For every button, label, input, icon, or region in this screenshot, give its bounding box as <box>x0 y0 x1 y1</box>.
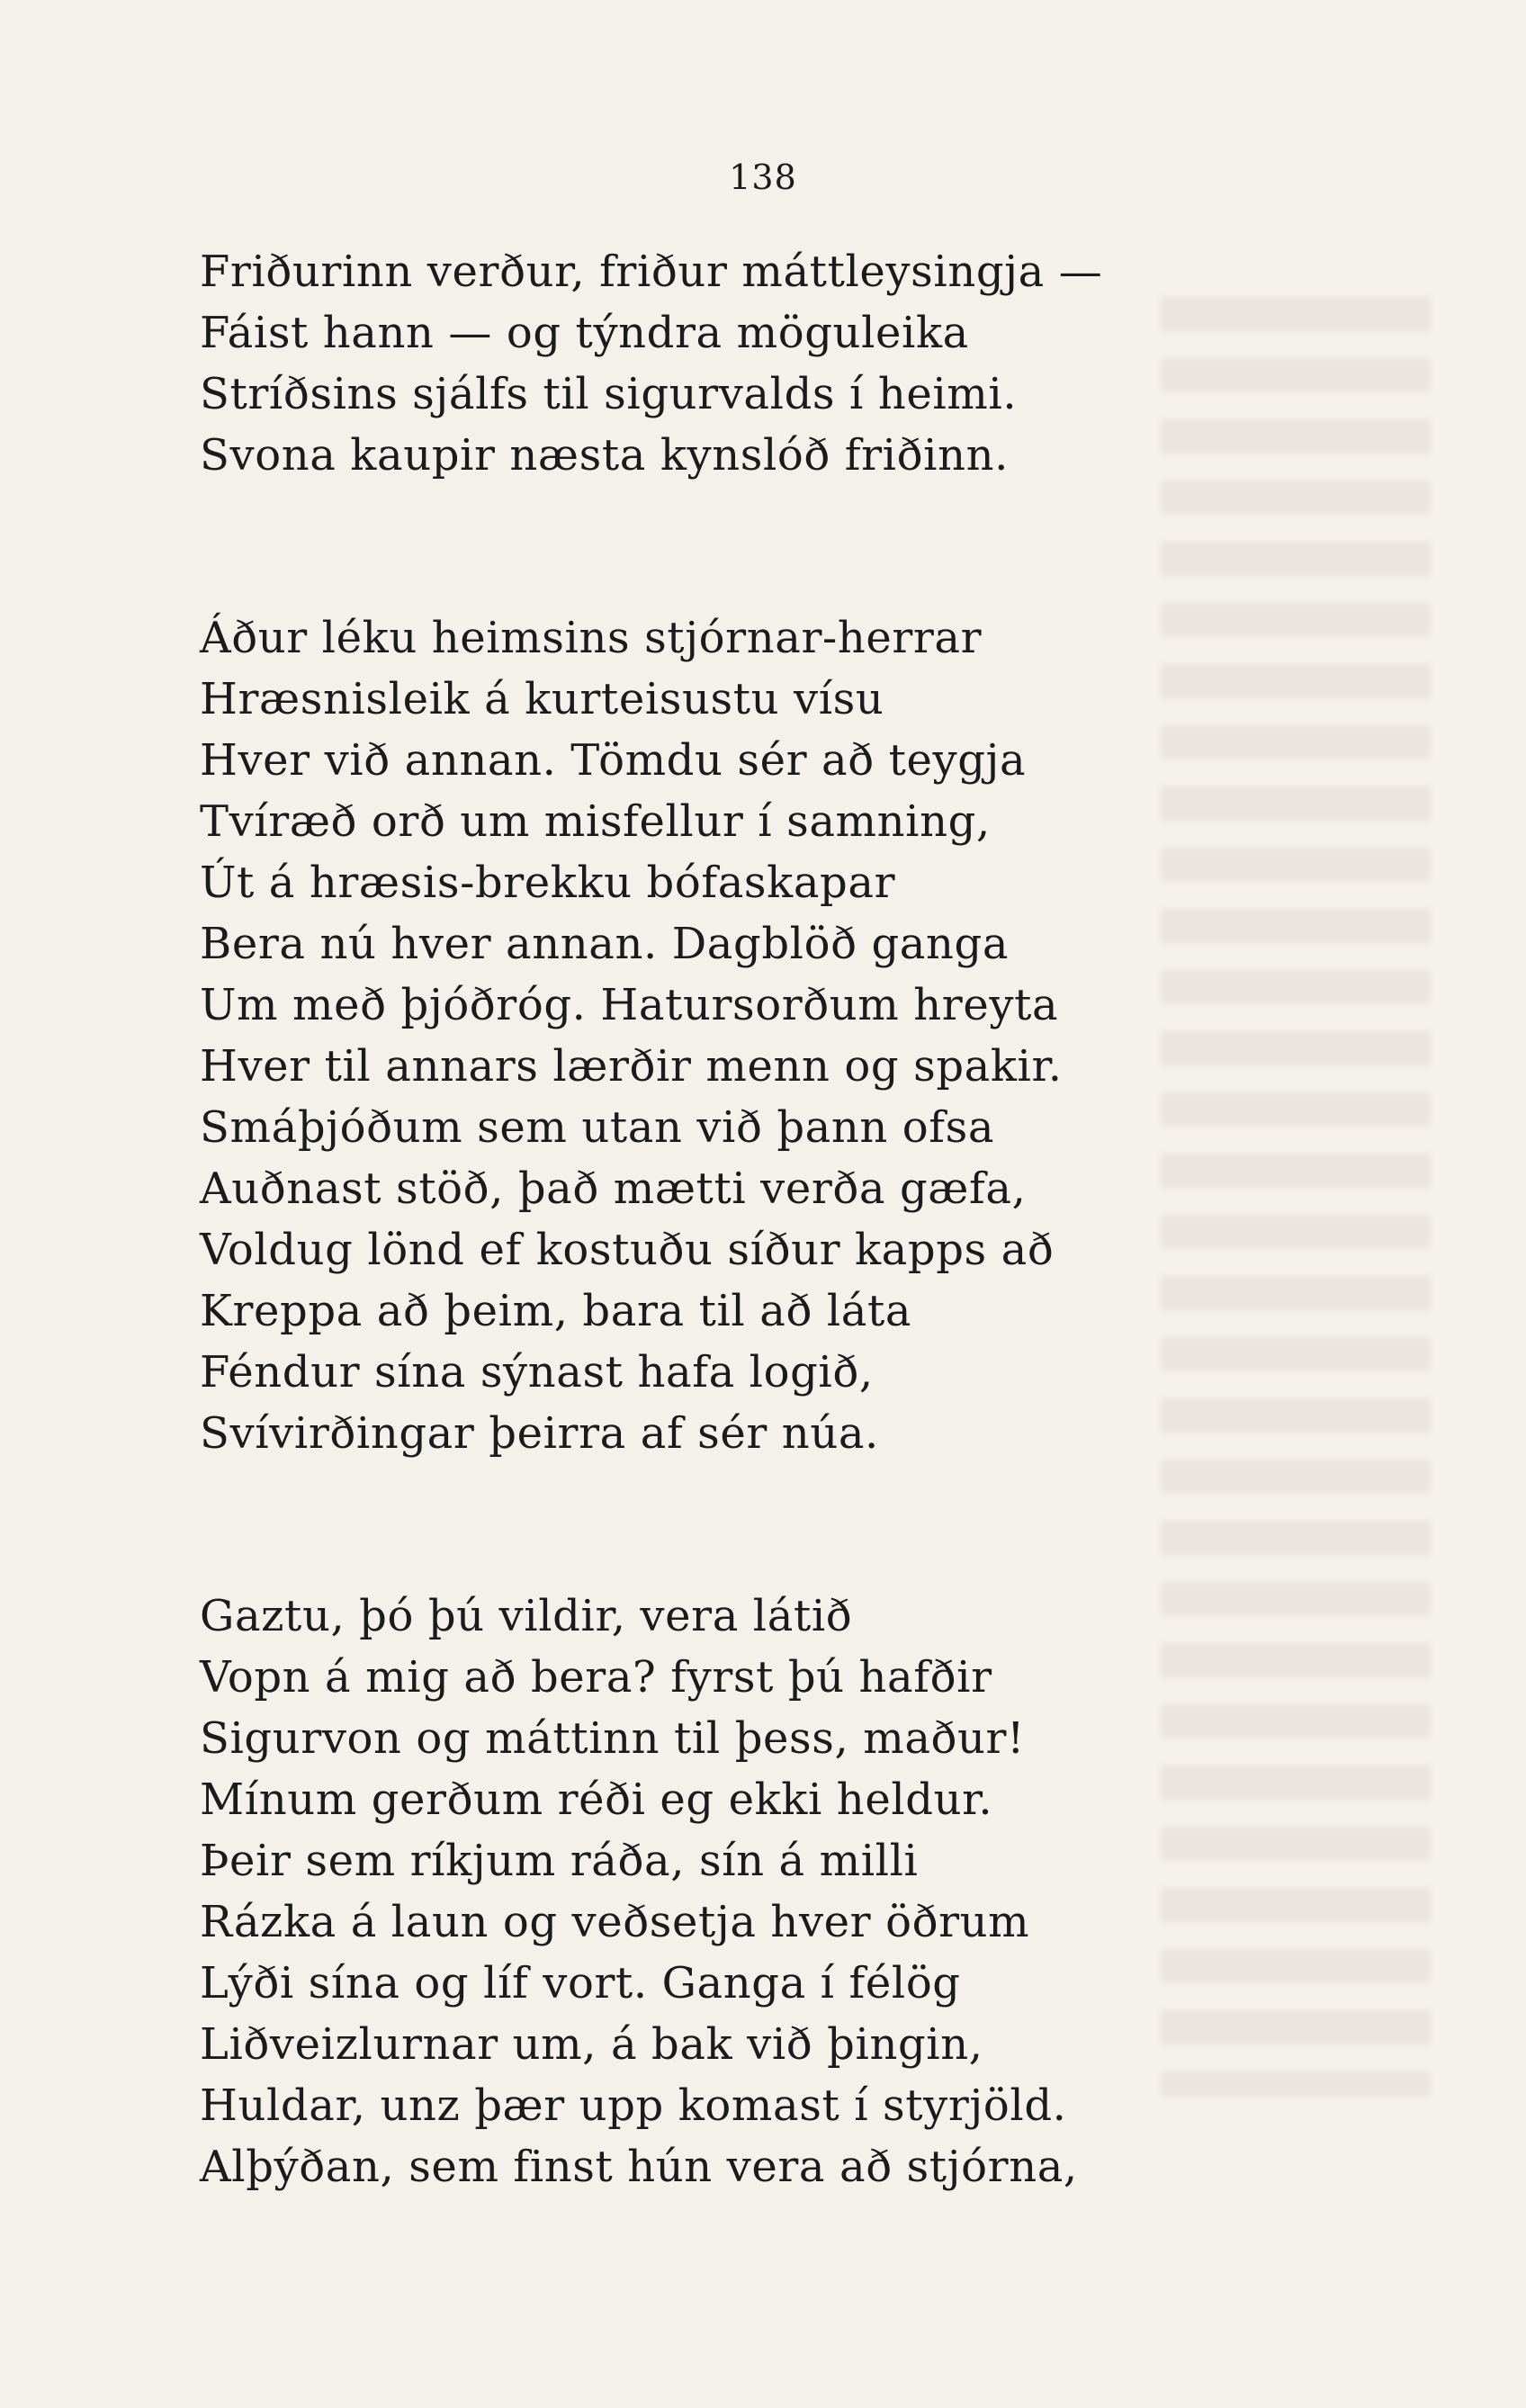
poem-line: Um með þjóðróg. Hatursorðum hreyta <box>200 980 1059 1030</box>
poem-line: Þeir sem ríkjum ráða, sín á milli <box>200 1836 919 1886</box>
poem-line: Friðurinn verður, friður máttleysingja — <box>200 247 1103 297</box>
poem-line: Bera nú hver annan. Dagblöð ganga <box>200 919 1010 969</box>
poem-line: Hræsnisleik á kurteisustu vísu <box>200 674 884 724</box>
poem-line: Hver við annan. Tömdu sér að teygja <box>200 735 1027 786</box>
poem-line: Svona kaupir næsta kynslóð friðinn. <box>200 430 1009 481</box>
poem-line: Gaztu, þó þú vildir, vera látið <box>200 1591 853 1641</box>
poem-line: Tvíræð orð um misfellur í samning, <box>200 796 991 847</box>
poem-line: Liðveizlurnar um, á bak við þingin, <box>200 2019 983 2070</box>
poem-line: Huldar, unz þær upp komast í styrjöld. <box>200 2080 1067 2131</box>
poem-line: Smáþjóðum sem utan við þann ofsa <box>200 1102 995 1153</box>
poem-line: Fáist hann — og týndra möguleika <box>200 308 969 358</box>
poem-line: Voldug lönd ef kostuðu síður kapps að <box>200 1225 1055 1275</box>
stanza-2 <box>200 607 1234 1464</box>
stanza-3 <box>200 1586 1234 2197</box>
poem-line: Kreppa að þeim, bara til að láta <box>200 1286 912 1336</box>
poem-line: Hver til annars lærðir menn og spakir. <box>200 1041 1063 1092</box>
poem-line: Út á hræsis-brekku bófaskapar <box>200 858 896 908</box>
poem-line: Mínum gerðum réði eg ekki heldur. <box>200 1775 993 1825</box>
poem-body <box>200 241 1234 2319</box>
poem-line: Sigurvon og máttinn til þess, maður! <box>200 1713 1025 1764</box>
poem-line: Rázka á laun og veðsetja hver öðrum <box>200 1897 1030 1947</box>
poem-line: Svívirðingar þeirra af sér núa. <box>200 1408 879 1459</box>
stanza-1 <box>200 241 1234 486</box>
poem-line: Auðnast stöð, það mætti verða gæfa, <box>200 1164 1027 1214</box>
poem-line: Áður léku heimsins stjórnar-herrar <box>200 613 983 663</box>
poem-line: Alþýðan, sem finst hún vera að stjórna, <box>200 2142 1078 2192</box>
poem-line: Féndur sína sýnast hafa logið, <box>200 1347 874 1397</box>
poem-line: Stríðsins sjálfs til sigurvalds í heimi. <box>200 369 1018 419</box>
page-number: 138 <box>729 157 797 197</box>
poem-line: Vopn á mig að bera? fyrst þú hafðir <box>200 1652 992 1703</box>
poem-line: Lýði sína og líf vort. Ganga í félög <box>200 1958 961 2008</box>
